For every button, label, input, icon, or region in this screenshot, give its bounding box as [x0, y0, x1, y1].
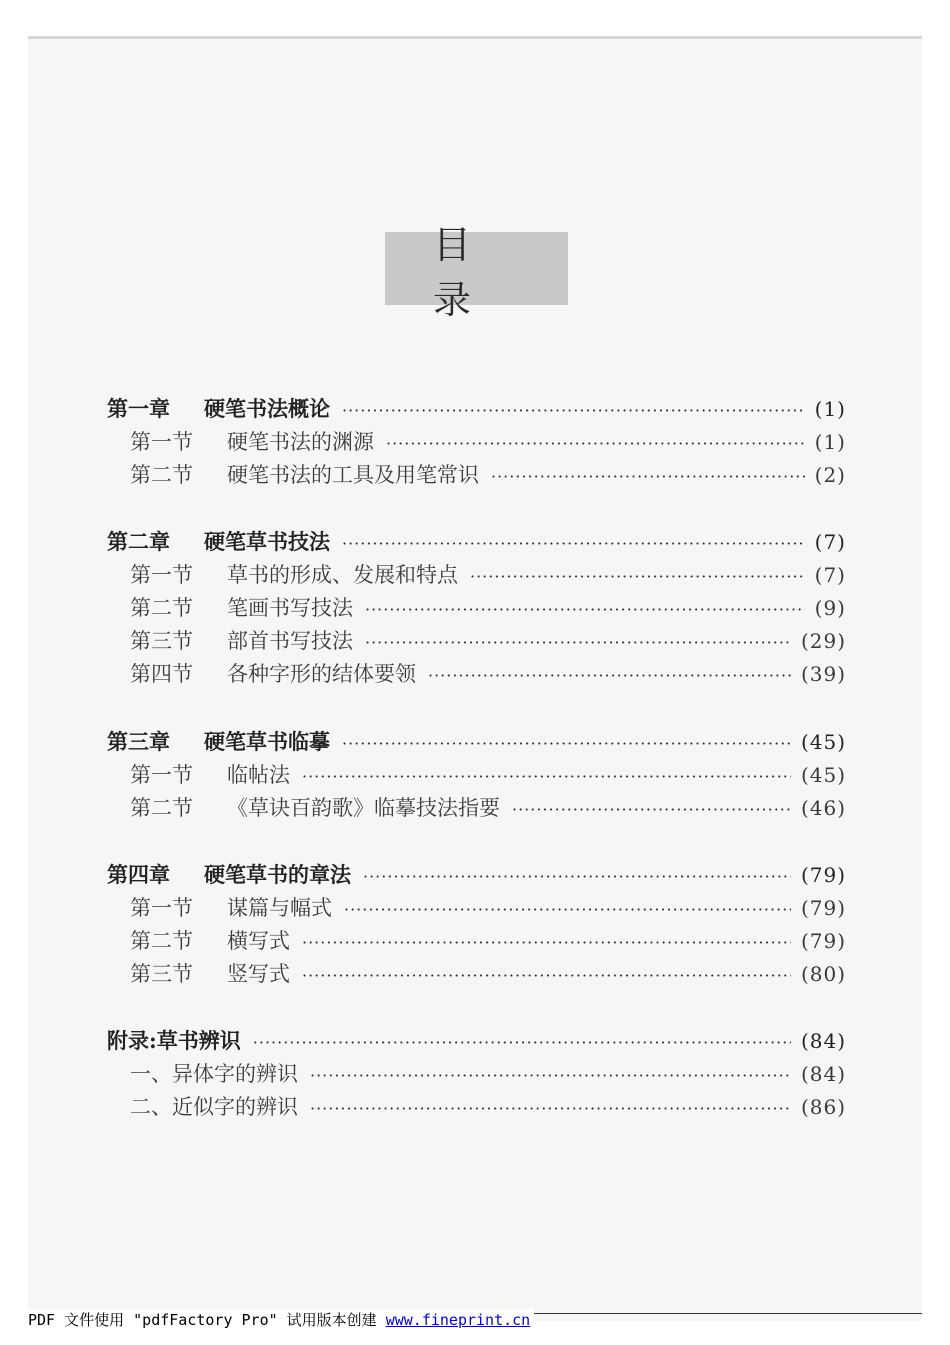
toc-entry-section[interactable]: [130, 592, 846, 622]
leader-dots: [342, 534, 805, 553]
entry-number: 第三节: [130, 629, 193, 653]
leader-dots: [302, 933, 791, 952]
entry-title: 各种字形的结体要领: [227, 662, 416, 686]
entry-title: 二、近似字的辨识: [130, 1095, 298, 1119]
toc-entry-chapter-1[interactable]: [107, 393, 846, 423]
entry-number: 第二节: [130, 596, 193, 620]
entry-page: (79): [800, 929, 846, 953]
entry-title: 附录:草书辨识: [107, 1028, 241, 1053]
leader-dots: [310, 1099, 791, 1118]
entry-title: 硬笔书法的工具及用笔常识: [227, 463, 479, 487]
entry-number: 第四章: [107, 862, 170, 887]
toc-title: 目 录: [385, 232, 568, 305]
toc-entry-section[interactable]: [130, 459, 846, 489]
entry-title: 《草诀百韵歌》临摹技法指要: [227, 796, 500, 820]
entry-page: (2): [814, 463, 846, 487]
entry-page: (79): [800, 896, 846, 920]
entry-number: 第一章: [107, 396, 170, 421]
entry-page: (45): [800, 763, 846, 787]
entry-title: 部首书写技法: [227, 629, 353, 653]
entry-number: 第一节: [130, 763, 193, 787]
entry-title: 硬笔书法概论: [204, 396, 330, 421]
fineprint-link[interactable]: www.fineprint.cn: [385, 1311, 531, 1329]
entry-number: 第一节: [130, 563, 193, 587]
entry-number: 第二节: [130, 463, 193, 487]
leader-dots: [363, 867, 791, 886]
pdf-footer: [28, 1309, 534, 1330]
leader-dots: [342, 401, 805, 420]
toc-entry-section[interactable]: [130, 559, 846, 589]
entry-page: (46): [800, 796, 846, 820]
entry-page: (7): [814, 563, 846, 587]
entry-number: 第一节: [130, 896, 193, 920]
entry-title: 硬笔草书的章法: [204, 862, 351, 887]
entry-number: 第二章: [107, 529, 170, 554]
leader-dots: [302, 966, 791, 985]
toc-entry-section[interactable]: [130, 426, 846, 456]
toc-entry-appendix[interactable]: [107, 1025, 846, 1055]
leader-dots: [342, 734, 791, 753]
leader-dots: [428, 666, 791, 685]
footer-text: PDF 文件使用 "pdfFactory Pro" 试用版本创建: [28, 1311, 386, 1329]
entry-page: (79): [800, 863, 846, 887]
toc-entry-section[interactable]: [130, 958, 846, 988]
entry-page: (84): [800, 1062, 846, 1086]
entry-title: 横写式: [227, 929, 290, 953]
entry-number: 第一节: [130, 430, 193, 454]
toc-entry-section[interactable]: [130, 792, 846, 822]
entry-title: 临帖法: [227, 763, 290, 787]
entry-title: 一、异体字的辨识: [130, 1062, 298, 1086]
toc-entry-section[interactable]: [130, 759, 846, 789]
entry-title: 谋篇与幅式: [227, 896, 332, 920]
entry-page: (86): [800, 1095, 846, 1119]
toc-entry-section[interactable]: [130, 925, 846, 955]
toc-entry-appendix-item[interactable]: [130, 1091, 846, 1121]
leader-dots: [253, 1033, 791, 1052]
entry-number: 第三节: [130, 962, 193, 986]
leader-dots: [302, 767, 791, 786]
leader-dots: [365, 633, 791, 652]
entry-page: (29): [800, 629, 846, 653]
leader-dots: [470, 567, 805, 586]
entry-title: 硬笔草书技法: [204, 529, 330, 554]
entry-page: (45): [800, 730, 846, 754]
entry-page: (1): [814, 430, 846, 454]
entry-page: (80): [800, 962, 846, 986]
leader-dots: [310, 1066, 791, 1085]
entry-page: (39): [800, 662, 846, 686]
entry-title: 硬笔书法的渊源: [227, 430, 374, 454]
entry-title: 竖写式: [227, 962, 290, 986]
entry-page: (9): [814, 596, 846, 620]
entry-title: 草书的形成、发展和特点: [227, 563, 458, 587]
leader-dots: [344, 900, 791, 919]
toc-entry-section[interactable]: [130, 892, 846, 922]
toc-entry-section[interactable]: [130, 658, 846, 688]
leader-dots: [365, 600, 805, 619]
toc-entry-appendix-item[interactable]: [130, 1058, 846, 1088]
entry-page: (1): [814, 397, 846, 421]
entry-page: (84): [800, 1029, 846, 1053]
toc-entry-section[interactable]: [130, 625, 846, 655]
entry-page: (7): [814, 530, 846, 554]
entry-number: 第二节: [130, 796, 193, 820]
entry-number: 第二节: [130, 929, 193, 953]
leader-dots: [512, 800, 791, 819]
toc-entry-chapter-2[interactable]: [107, 526, 846, 556]
entry-title: 硬笔草书临摹: [204, 729, 330, 754]
leader-dots: [491, 467, 805, 486]
toc-entry-chapter-4[interactable]: [107, 859, 846, 889]
leader-dots: [386, 434, 805, 453]
entry-number: 第三章: [107, 729, 170, 754]
toc-entry-chapter-3[interactable]: [107, 726, 846, 756]
entry-number: 第四节: [130, 662, 193, 686]
entry-title: 笔画书写技法: [227, 596, 353, 620]
